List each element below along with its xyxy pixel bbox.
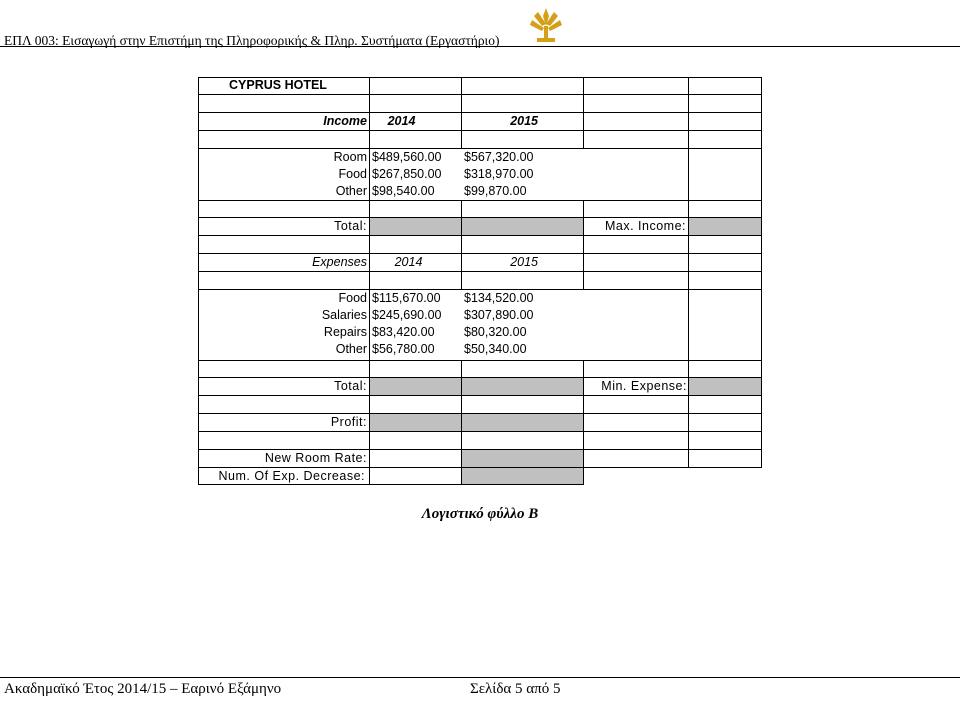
document-header-title: ΕΠΛ 003: Εισαγωγή στην Επιστήμη της Πληροφορικής & Πληρ. Συστήματα (Εργαστήριο): [4, 33, 500, 48]
cell[interactable]: [198, 200, 370, 218]
new-room-rate-label: New Room Rate:: [198, 450, 370, 468]
cell[interactable]: [198, 396, 370, 414]
sheet-title: CYPRUS HOTEL: [198, 77, 370, 95]
cell[interactable]: [370, 77, 462, 95]
cell[interactable]: [689, 414, 762, 432]
spreadsheet: [198, 77, 762, 485]
cell[interactable]: [584, 360, 689, 378]
expenses-year-2015: 2015: [462, 254, 584, 272]
income-header: Income: [198, 113, 370, 131]
expenses-total-2014[interactable]: [370, 378, 462, 396]
cell[interactable]: [462, 432, 584, 450]
income-other-2015[interactable]: $99,870.00: [464, 184, 527, 198]
expenses-total-2015[interactable]: [462, 378, 584, 396]
cell[interactable]: [689, 149, 762, 200]
cell[interactable]: [462, 131, 584, 149]
expense-other-2014[interactable]: $56,780.00: [372, 342, 435, 356]
cell[interactable]: [370, 131, 462, 149]
profit-2014[interactable]: [370, 414, 462, 432]
cell[interactable]: [198, 131, 370, 149]
income-other-2014[interactable]: $98,540.00: [372, 184, 435, 198]
income-food-2015[interactable]: $318,970.00: [464, 167, 534, 181]
cell[interactable]: [689, 254, 762, 272]
cell[interactable]: [689, 131, 762, 149]
cell[interactable]: [584, 149, 689, 200]
cell[interactable]: [370, 200, 462, 218]
expense-rows: [198, 290, 762, 360]
cell[interactable]: [584, 450, 689, 468]
min-expense-label: Min. Expense:: [584, 378, 689, 396]
income-rows: [198, 149, 762, 200]
cell[interactable]: [370, 432, 462, 450]
income-year-2014: 2014: [370, 113, 462, 131]
expense-salaries-2015[interactable]: $307,890.00: [464, 308, 534, 322]
cell[interactable]: [689, 396, 762, 414]
cell[interactable]: [689, 77, 762, 95]
expense-repairs-2014[interactable]: $83,420.00: [372, 325, 435, 339]
cell[interactable]: [462, 236, 584, 254]
income-year-2015: 2015: [462, 113, 584, 131]
cell[interactable]: [370, 396, 462, 414]
header-divider: [0, 46, 960, 47]
cell[interactable]: [584, 290, 689, 360]
cell[interactable]: [462, 360, 584, 378]
new-room-rate-value[interactable]: [462, 450, 584, 468]
expense-food-2014[interactable]: $115,670.00: [372, 291, 441, 305]
footer-academic-year: Ακαδημαϊκό Έτος 2014/15 – Εαρινό Εξάμηνο: [4, 681, 282, 697]
income-food-2014[interactable]: $267,850.00: [372, 167, 442, 181]
income-room-2014[interactable]: $489,560.00: [372, 150, 442, 164]
expense-salaries-2014[interactable]: $245,690.00: [372, 308, 442, 322]
figure-caption: Λογιστικό φύλλο Β: [421, 506, 539, 522]
expenses-header: Expenses: [198, 254, 370, 272]
cell[interactable]: [198, 272, 370, 290]
max-income-value[interactable]: [689, 218, 762, 236]
cell[interactable]: [584, 236, 689, 254]
cell[interactable]: [584, 272, 689, 290]
cell[interactable]: [584, 200, 689, 218]
cell[interactable]: [584, 414, 689, 432]
num-exp-decrease-label: Num. Of Exp. Decrease:: [198, 468, 370, 485]
cell: [689, 468, 762, 485]
income-total-2015[interactable]: [462, 218, 584, 236]
expense-repairs-2015[interactable]: $80,320.00: [464, 325, 527, 339]
income-room-label: Room: [333, 150, 367, 164]
cell[interactable]: [462, 95, 584, 113]
expense-repairs-label: Repairs: [323, 325, 367, 339]
cell[interactable]: [689, 113, 762, 131]
cell[interactable]: [370, 468, 462, 485]
cell[interactable]: [462, 272, 584, 290]
income-total-label: Total:: [198, 218, 370, 236]
cell[interactable]: [370, 95, 462, 113]
max-income-label: Max. Income:: [584, 218, 689, 236]
cell[interactable]: [584, 254, 689, 272]
cell[interactable]: [198, 236, 370, 254]
cell: [584, 468, 689, 485]
cell[interactable]: [689, 360, 762, 378]
cell[interactable]: [584, 77, 689, 95]
cell[interactable]: [198, 432, 370, 450]
cell[interactable]: [584, 396, 689, 414]
income-food-label: Food: [338, 167, 367, 181]
university-logo-icon: [528, 4, 564, 44]
cell[interactable]: [198, 95, 370, 113]
expense-other-2015[interactable]: $50,340.00: [464, 342, 527, 356]
num-exp-decrease-value[interactable]: [462, 468, 584, 485]
cell[interactable]: [584, 432, 689, 450]
cell[interactable]: [462, 200, 584, 218]
cell[interactable]: [689, 450, 762, 468]
expenses-total-label: Total:: [198, 378, 370, 396]
expense-food-2015[interactable]: $134,520.00: [464, 291, 534, 305]
income-room-2015[interactable]: $567,320.00: [464, 150, 534, 164]
cell[interactable]: [689, 290, 762, 360]
cell[interactable]: [370, 360, 462, 378]
footer-page-number: Σελίδα 5 από 5: [470, 681, 561, 697]
cell[interactable]: [689, 236, 762, 254]
cell[interactable]: [198, 360, 370, 378]
income-total-2014[interactable]: [370, 218, 462, 236]
footer-divider: [0, 677, 960, 678]
expense-food-label: Food: [338, 291, 367, 305]
cell[interactable]: [584, 131, 689, 149]
cell[interactable]: [584, 113, 689, 131]
cell[interactable]: [584, 95, 689, 113]
income-other-label: Other: [335, 184, 367, 198]
profit-label: Profit:: [198, 414, 370, 432]
cell[interactable]: [689, 432, 762, 450]
expenses-year-2014: 2014: [370, 254, 462, 272]
expense-other-label: Other: [335, 342, 367, 356]
cell[interactable]: [462, 396, 584, 414]
cell[interactable]: [370, 236, 462, 254]
profit-2015[interactable]: [462, 414, 584, 432]
cell[interactable]: [689, 272, 762, 290]
cell[interactable]: [689, 200, 762, 218]
min-expense-value[interactable]: [689, 378, 762, 396]
cell[interactable]: [370, 450, 462, 468]
cell[interactable]: [462, 77, 584, 95]
cell[interactable]: [370, 272, 462, 290]
expense-salaries-label: Salaries: [321, 308, 367, 322]
cell[interactable]: [689, 95, 762, 113]
